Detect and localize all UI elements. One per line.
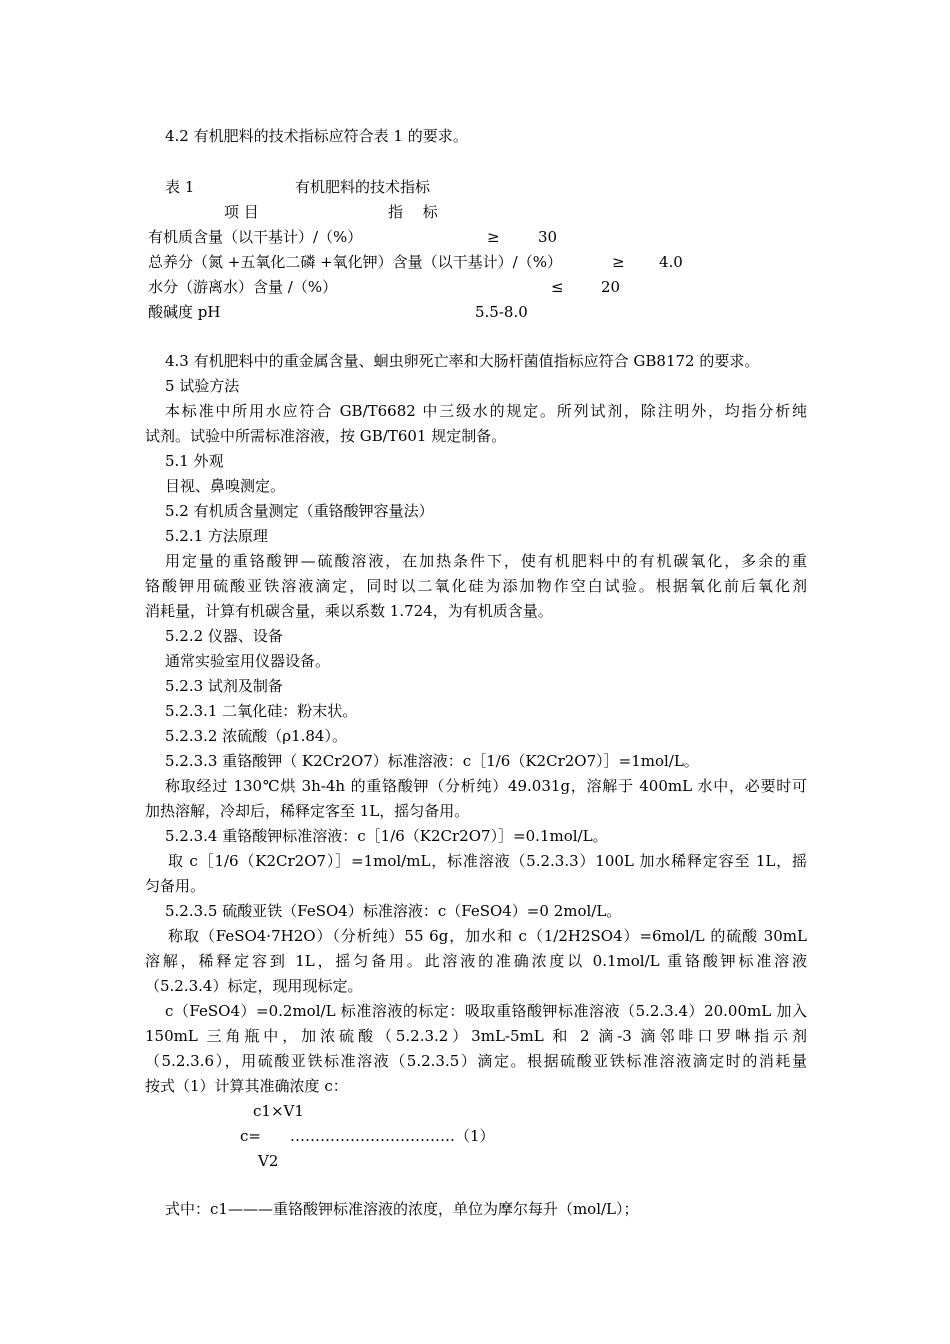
table-row-operator: ≥ [487,228,500,246]
item-5-2-3-2: 5.2.3.2 浓硫酸（ρ1.84）。 [165,727,347,745]
paragraph-line: 目视、鼻嗅测定。 [165,477,286,495]
paragraph-line: 取 c［1/6（K2Cr2O7）］=1mol/mL，标准溶液（5.2.3.3）100L 加水稀释定容至 1L，摇 [168,852,807,870]
table-row-operator: ≥ [612,253,625,271]
section-4-2: 4.2 有机肥料的技术指标应符合表 1 的要求。 [165,127,468,145]
table-row-value: 4.0 [659,253,683,271]
paragraph-line: 铬酸钾用硫酸亚铁溶液滴定，同时以二氧化硅为添加物作空白试验。根据氧化前后氧化剂 [145,577,807,595]
table-row-item: 酸碱度 pH [148,303,221,321]
item-5-2-3-4: 5.2.3.4 重铬酸钾标准溶液：c［1/6（K2Cr2O7）］=0.1mol/L。 [165,827,608,845]
paragraph-line: （5.2.3.6），用硫酸亚铁标准溶液（5.2.3.5）滴定。根据硫酸亚铁标准溶液滴定时的消耗量 [145,1052,807,1070]
table-caption-title: 有机肥料的技术指标 [295,178,431,196]
paragraph-line: 本标准中所用水应符合 GB/T6682 中三级水的规定。所列试剂，除注明外，均指分析纯 [165,402,807,420]
table-row-operator: ≤ [551,278,564,296]
item-5-2-3-5: 5.2.3.5 硫酸亚铁（FeSO4）标准溶液：c（FeSO4）=0 2mol/L。 [165,902,622,920]
paragraph-line: 匀备用。 [145,877,206,895]
section-5-2-1-heading: 5.2.1 方法原理 [165,527,268,545]
formula-dots-label: ……………………………（1） [290,1127,495,1145]
item-5-2-3-3: 5.2.3.3 重铬酸钾（ K2Cr2O7）标准溶液：c［1/6（K2Cr2O7）］=1mol/L。 [165,752,699,770]
paragraph-line: c（FeSO4）=0.2mol/L 标准溶液的标定：吸取重铬酸钾标准溶液（5.2.3.4）20.00mL 加入 [165,1002,807,1020]
table-row-item: 水分（游离水）含量 /（%） [148,278,338,296]
paragraph-line: 通常实验室用仪器设备。 [165,652,331,670]
section-5-2-3-heading: 5.2.3 试剂及制备 [165,677,283,695]
paragraph-line: 溶解，稀释定容到 1L，摇匀备用。此溶液的准确浓度以 0.1mol/L 重铬酸钾标准溶液 [145,952,807,970]
table-row-value: 5.5-8.0 [475,303,528,321]
table-caption-number: 表 1 [165,178,195,196]
paragraph-line: 试剂。试验中所需标准溶液，按 GB/T601 规定制备。 [145,427,507,445]
paragraph-line: 150mL 三角瓶中，加浓硫酸（5.2.3.2）3mL-5mL 和 2 滴-3 滴邻啡口罗啉指示剂 [145,1027,807,1045]
paragraph-line: 按式（1）计算其准确浓度 c： [145,1077,348,1095]
table-row-item: 有机质含量（以干基计）/（%） [148,228,363,246]
paragraph-line: 称取（FeSO4·7H2O）（分析纯）55 6g，加水和 c（1/2H2SO4）=6mol/L 的硫酸 30mL [168,927,807,945]
item-5-2-3-1: 5.2.3.1 二氧化硅：粉末状。 [165,702,358,720]
where-clause: 式中：c1———重铬酸钾标准溶液的浓度，单位为摩尔每升（mol/L）； [165,1200,639,1218]
paragraph-line: 消耗量，计算有机碳含量，乘以系数 1.724，为有机质含量。 [145,602,553,620]
paragraph-line: 称取经过 130℃烘 3h-4h 的重铬酸钾（分析纯）49.031g，溶解于 400mL 水中，必要时可 [165,777,807,795]
formula-denominator: V2 [258,1152,279,1170]
table-header-item: 项 目 [224,203,259,221]
section-5-2-heading: 5.2 有机质含量测定（重铬酸钾容量法） [165,502,434,520]
paragraph-line: 加热溶解，冷却后，稀释定客至 1L，摇匀备用。 [145,802,470,820]
section-5-2-2-heading: 5.2.2 仪器、设备 [165,627,283,645]
paragraph-line: 用定量的重铬酸钾—硫酸溶液，在加热条件下，使有机肥料中的有机碳氧化，多余的重 [165,552,807,570]
table-header-index: 指 标 [388,203,438,221]
formula-numerator: c1×V1 [253,1102,304,1120]
section-5-heading: 5 试验方法 [165,377,240,395]
section-5-1-heading: 5.1 外观 [165,452,224,470]
section-4-3: 4.3 有机肥料中的重金属含量、蛔虫卵死亡率和大肠杆菌值指标应符合 GB8172 的要求。 [165,352,760,370]
table-row-value: 20 [601,278,621,296]
formula-lhs: c= [240,1127,261,1145]
table-row-item: 总养分（氮 +五氧化二磷 +氧化钾）含量（以干基计）/（%） [148,253,562,271]
table-row-value: 30 [538,228,558,246]
paragraph-line: （5.2.3.4）标定，现用现标定。 [145,977,363,995]
